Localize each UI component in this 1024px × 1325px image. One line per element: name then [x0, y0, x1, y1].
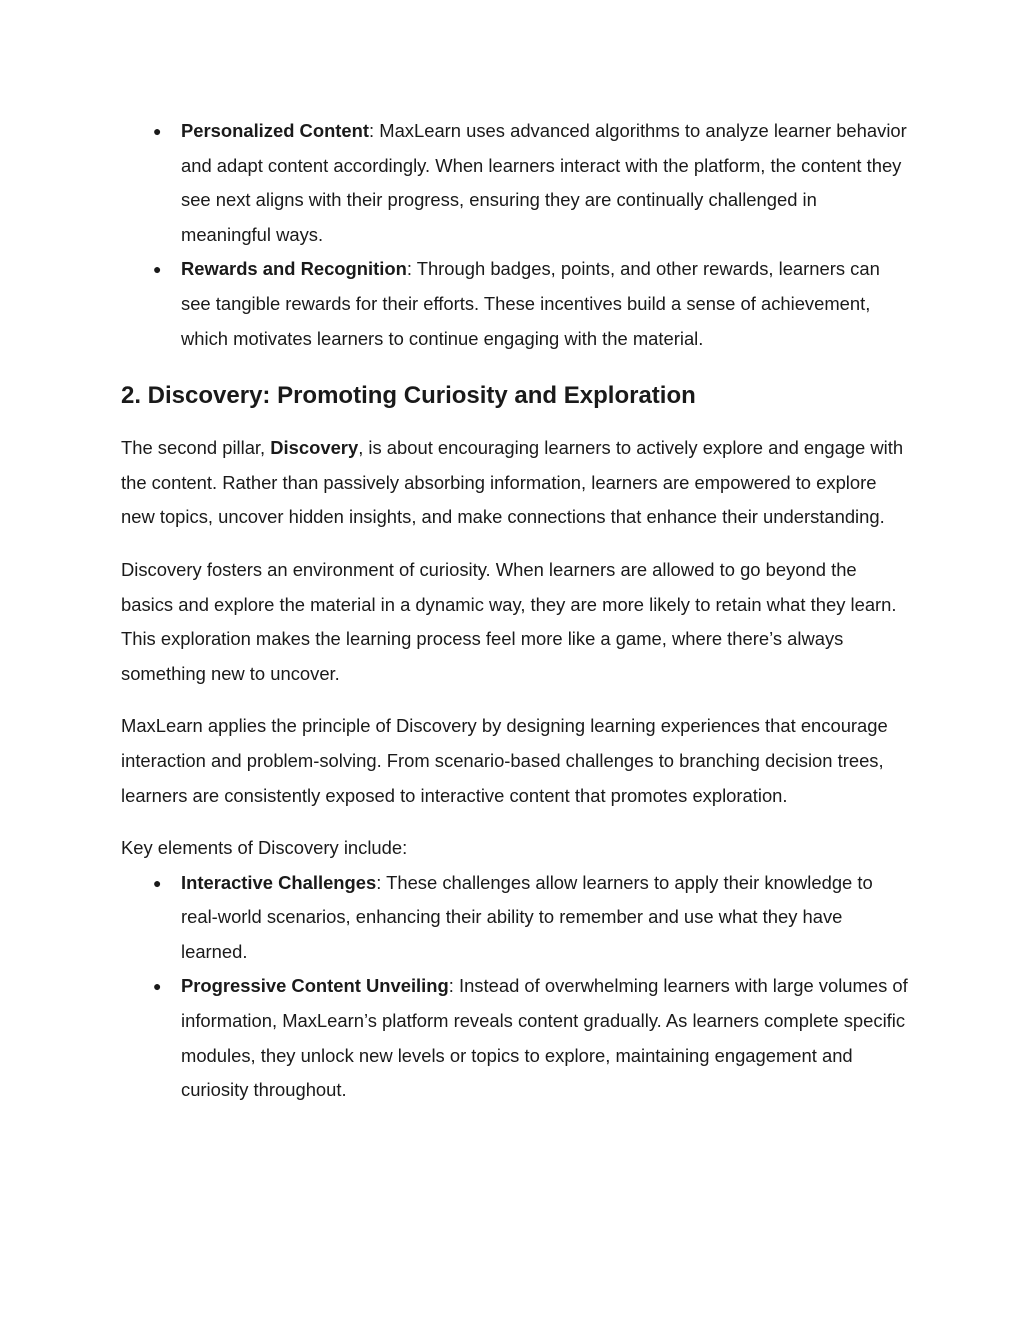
list-item — [181, 866, 911, 970]
list-item-text: : Instead of overwhelming learners with large volumes of information, MaxLearn’s platform reveals content gradually. As learners complete specific modules, they unlock new levels or topics to explore, maintaining engagement and curiosity throughout. — [181, 975, 908, 1101]
feature-list-engagement — [121, 114, 911, 356]
intro-text-after: , is about encouraging learners to actively explore and engage with the content. Rather than passively absorbing information, learners are empowered to explore new topics, uncover hidden insights, and make connections that enhance their understanding. — [121, 437, 904, 528]
list-item-text: : Through badges, points, and other rewards, learners can see tangible rewards for their efforts. These incentives build a sense of achievement, which motivates learners to continue engaging with the material. — [181, 258, 880, 349]
intro-paragraph — [121, 431, 911, 535]
list-item — [181, 969, 911, 1107]
intro-bold-term: Discovery — [270, 437, 359, 459]
body-paragraph: Discovery fosters an environment of curiosity. When learners are allowed to go beyond the basics and explore the material in a dynamic way, they are more likely to retain what they learn. This exploration makes the learning process feel more like a game, where there’s always something new to uncover. — [121, 558, 897, 684]
feature-list-discovery — [121, 866, 911, 1108]
key-elements-intro: Key elements of Discovery include: — [121, 837, 408, 859]
intro-text-before: The second pillar, — [121, 437, 271, 459]
section-heading: 2. Discovery: Promoting Curiosity and Exploration — [121, 382, 696, 410]
list-item-term: Interactive Challenges — [181, 871, 377, 893]
list-item-term: Progressive Content Unveiling — [181, 975, 449, 997]
list-item — [181, 252, 911, 356]
list-item-text: : These challenges allow learners to apply their knowledge to real-world scenarios, enhancing their ability to remember and use what they have learned. — [181, 871, 873, 962]
list-item-text: : MaxLearn uses advanced algorithms to analyze learner behavior and adapt content accordingly. When learners interact with the platform, the content they see next aligns with their progress, ensuring they are continually challenged in meaningful ways. — [181, 120, 907, 245]
document-page — [121, 114, 911, 1108]
list-item-term: Personalized Content — [181, 120, 370, 141]
list-item — [181, 114, 911, 252]
list-item-term: Rewards and Recognition — [181, 258, 407, 280]
body-paragraph: MaxLearn applies the principle of Discovery by designing learning experiences that encourage interaction and problem-solving. From scenario-based challenges to branching decision trees, learners are consistently exposed to interactive content that promotes exploration. — [121, 715, 888, 806]
